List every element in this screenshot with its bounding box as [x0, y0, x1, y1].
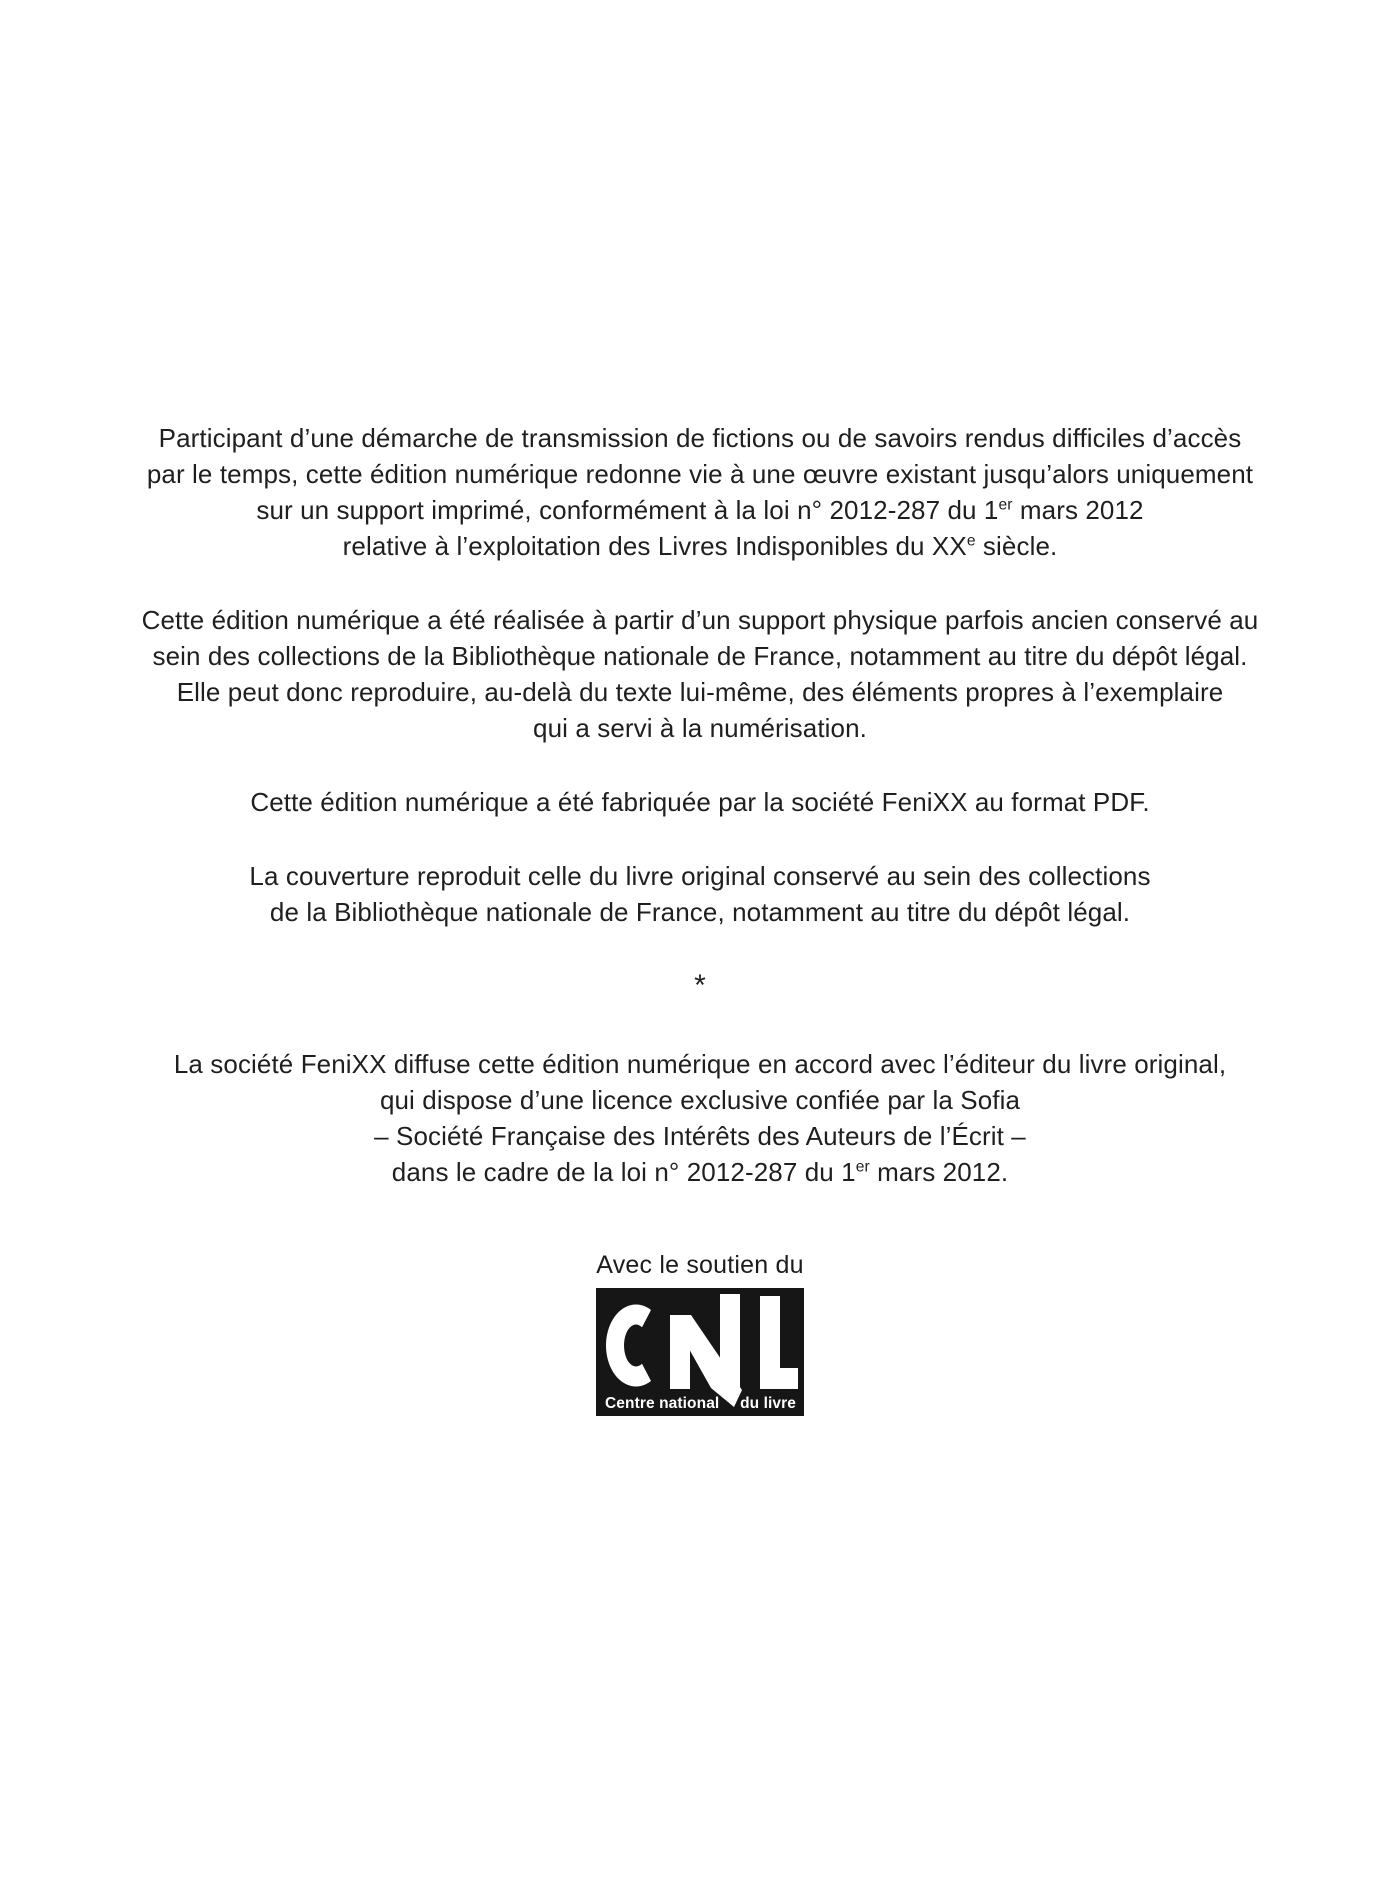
notice-line: sur un support imprimé, conformément à la loi n° 2012-287 du 1er mars 2012 — [256, 495, 1144, 525]
notice-line: Elle peut donc reproduire, au-delà du texte lui-même, des éléments propres à l’exemplaire — [176, 677, 1224, 707]
support-section — [0, 1250, 1400, 1416]
notice-paragraph — [0, 602, 1400, 746]
notice-line: dans le cadre de la loi n° 2012-287 du 1er mars 2012. — [391, 1157, 1009, 1187]
notice-line: La société FeniXX diffuse cette édition numérique en accord avec l’éditeur du livre original, — [173, 1049, 1227, 1079]
notice-line: La couverture reproduit celle du livre original conservé au sein des collections — [249, 861, 1151, 891]
notice-line: sein des collections de la Bibliothèque nationale de France, notamment au titre du dépôt légal. — [152, 641, 1248, 671]
notice-line: qui a servi à la numérisation. — [533, 713, 867, 743]
notice-line: qui dispose d’une licence exclusive confiée par la Sofia — [379, 1085, 1021, 1115]
notice-line: Cette édition numérique a été fabriquée par la société FeniXX au format PDF. — [250, 787, 1150, 817]
notice-paragraph — [0, 784, 1400, 820]
cnl-logo — [596, 1288, 804, 1416]
notice-paragraph — [0, 858, 1400, 930]
notice-paragraph — [0, 1046, 1400, 1190]
section-separator: * — [694, 969, 706, 1002]
edition-notice — [0, 420, 1400, 1416]
notice-line: Cette édition numérique a été réalisée à partir d’un support physique parfois ancien conservé au — [141, 605, 1259, 635]
notice-line: relative à l’exploitation des Livres Indisponibles du XXe siècle. — [342, 531, 1058, 561]
notice-line: Participant d’une démarche de transmission de fictions ou de savoirs rendus difficiles d’accès — [158, 423, 1242, 453]
cnl-right-text: du livre — [740, 1395, 796, 1412]
notice-line: – Société Française des Intérêts des Auteurs de l’Écrit – — [374, 1121, 1026, 1151]
notice-paragraph — [0, 420, 1400, 564]
notice-blocks — [0, 420, 1400, 1190]
cnl-left-text: Centre national — [605, 1395, 720, 1412]
notice-line: de la Bibliothèque nationale de France, notamment au titre du dépôt légal. — [269, 897, 1131, 927]
notice-line: par le temps, cette édition numérique redonne vie à une œuvre existant jusqu’alors uniquement — [146, 459, 1254, 489]
logo-caption: Avec le soutien du — [596, 1251, 804, 1279]
